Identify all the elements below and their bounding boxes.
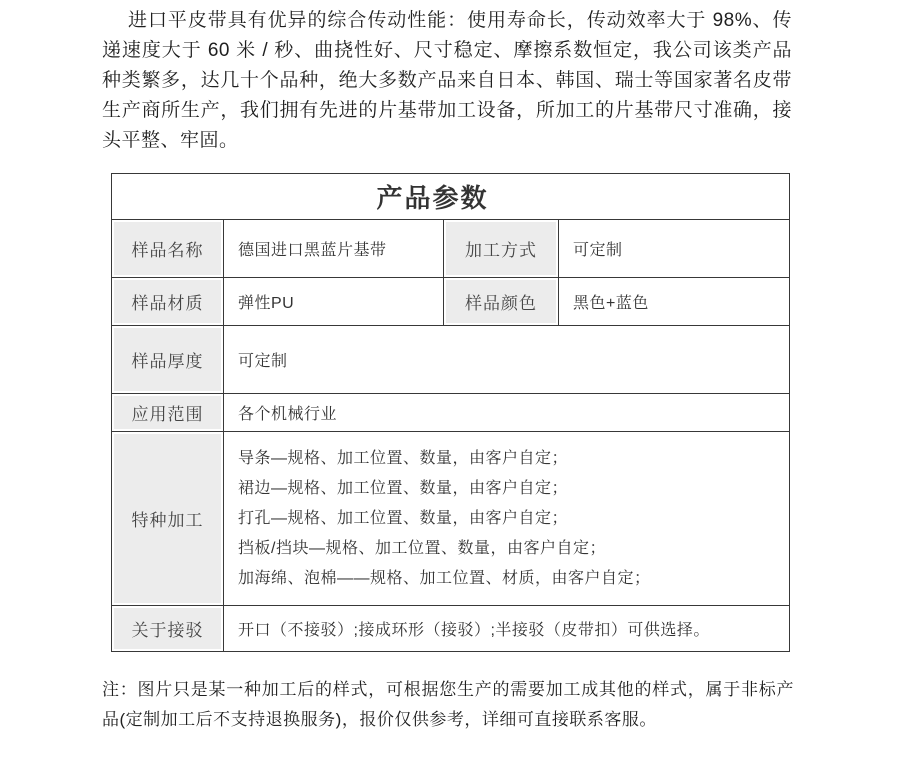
param-value-splicing: 开口（不接驳）;接成环形（接驳）;半接驳（皮带扣）可供选择。 [224,606,790,652]
param-label-sample-thickness: 样品厚度 [112,326,224,394]
table-row [112,394,790,432]
special-processing-line: 导条—规格、加工位置、数量，由客户自定； [238,449,569,467]
special-processing-line: 裙边—规格、加工位置、数量，由客户自定； [238,479,569,497]
special-processing-line: 加海绵、泡棉——规格、加工位置、材质，由客户自定； [238,569,651,587]
table-title-text: 产品参数 [376,183,489,213]
param-label-splicing: 关于接驳 [112,606,224,652]
intro-paragraph: 进口平皮带具有优异的综合传动性能：使用寿命长，传动效率大于 98%、传递速度大于 60 米 / 秒、曲挠性好、尺寸稳定、摩擦系数恒定，我公司该类产品种类繁多，达几十个品种，绝大多数产品来自日本、韩国、瑞士等国家著名皮带生产商所生产，我们拥有先进的片基带加工设备，所加工的片基带尺寸准确，接头平整、牢固。 [102,10,792,151]
param-label-application-scope: 应用范围 [112,394,224,432]
product-description-page [0,6,900,764]
special-processing-line: 打孔—规格、加工位置、数量，由客户自定； [238,509,569,527]
table-row [112,326,790,394]
table-row [112,220,790,278]
param-label-special-processing: 特种加工 [112,432,224,606]
param-label-sample-name: 样品名称 [112,220,224,278]
table-title [112,174,790,220]
param-value-sample-color: 黑色+蓝色 [559,278,790,326]
param-label-sample-color: 样品颜色 [444,278,559,326]
param-label-processing-method: 加工方式 [444,220,559,278]
special-processing-line: 挡板/挡块—规格、加工位置、数量，由客户自定； [238,539,606,557]
param-value-processing-method: 可定制 [559,220,790,278]
param-value-sample-name: 德国进口黑蓝片基带 [224,220,444,278]
table-header-row [112,174,790,220]
param-label-sample-material: 样品材质 [112,278,224,326]
product-params-table [111,173,790,652]
param-value-sample-thickness: 可定制 [224,326,790,394]
param-value-special-processing [224,432,790,606]
table-row [112,278,790,326]
table-row [112,432,790,606]
param-value-sample-material: 弹性PU [224,278,444,326]
param-value-application-scope: 各个机械行业 [224,394,790,432]
note-paragraph: 注：图片只是某一种加工后的样式，可根据您生产的需要加工成其他的样式，属于非标产品(定制加工后不支持退换服务)，报价仅供参考，详细可直接联系客服。 [102,680,794,729]
table-row [112,606,790,652]
